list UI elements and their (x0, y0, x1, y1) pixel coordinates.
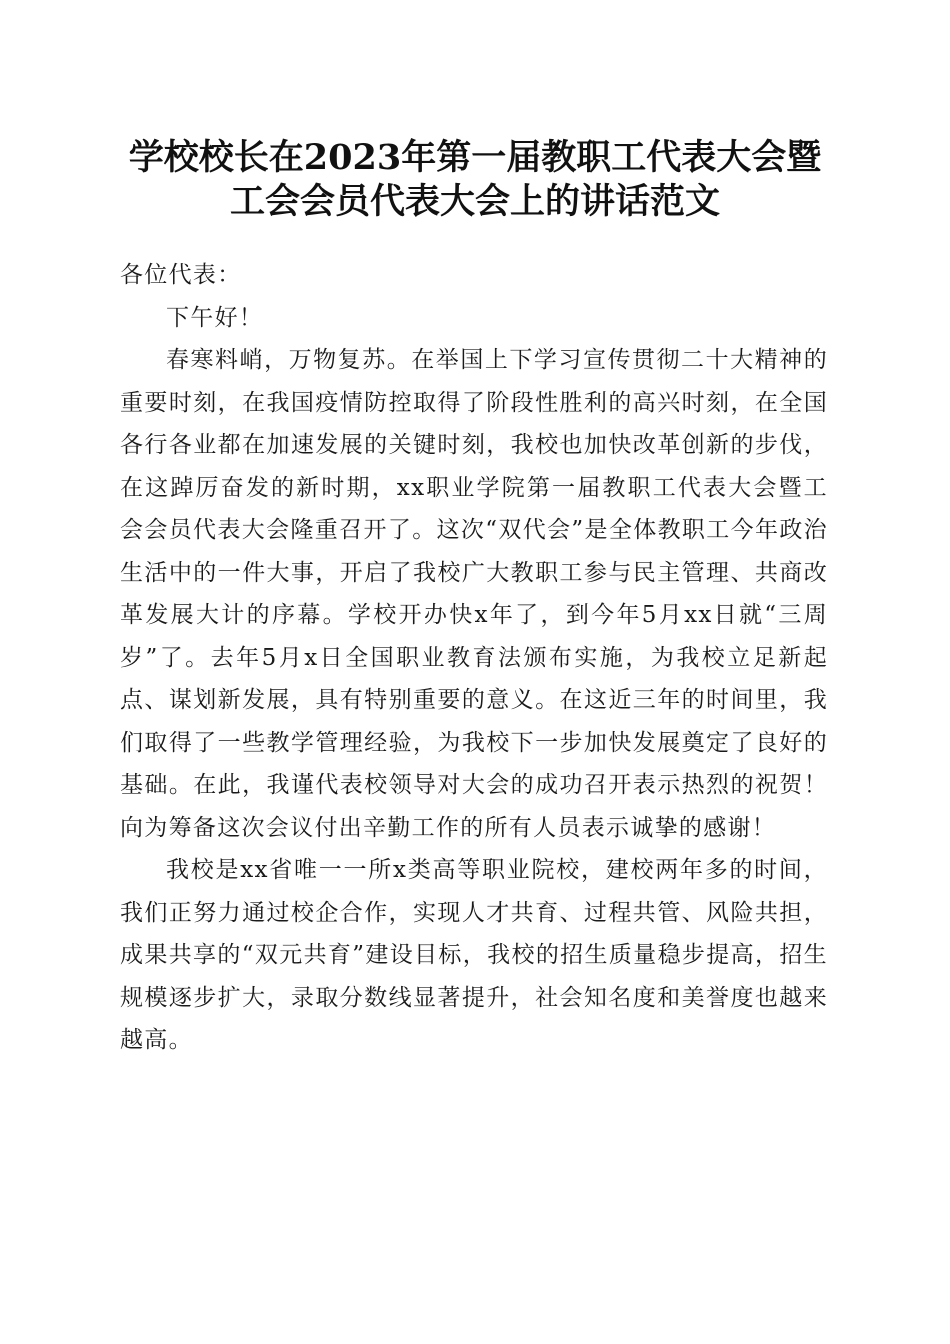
title-line-1: 学校校长在2023年第一届教职工代表大会暨 (128, 137, 822, 178)
paragraph-1: 春寒料峭，万物复苏。在举国上下学习宣传贯彻二十大精神的重要时刻，在我国疫情防控取得了阶段性胜利的高兴时刻，在全国各行各业都在加速发展的关键时刻，我校也加快改革创新的步伐，在这踔厉奋发的新时期，xx职业学院第一届教职工代表大会暨工会会员代表大会隆重召开了。这次“双代会”是全体教职工今年政治生活中的一件大事，开启了我校广大教职工参与民主管理、共商改革发展大计的序幕。学校开办快x年了，到今年5月xx日就“三周岁”了。去年5月x日全国职业教育法颁布实施，为我校立足新起点、谋划新发展，具有特别重要的意义。在这近三年的时间里，我们取得了一些教学管理经验，为我校下一步加快发展奠定了良好的基础。在此，我谨代表校领导对大会的成功召开表示热烈的祝贺！向为筹备这次会议付出辛勤工作的所有人员表示诚挚的感谢！ (120, 347, 828, 841)
document-body (120, 254, 828, 1062)
document-title (100, 136, 850, 224)
greeting: 下午好！ (166, 304, 264, 331)
salutation: 各位代表： (120, 262, 242, 288)
paragraph-2: 我校是xx省唯一一所x类高等职业院校，建校两年多的时间，我们正努力通过校企合作，实现人才共育、过程共管、风险共担，成果共享的“双元共育”建设目标，我校的招生质量稳步提高，招生规模逐步扩大，录取分数线显著提升，社会知名度和美誉度也越来越高。 (120, 857, 828, 1053)
title-line-2: 工会会员代表大会上的讲话范文 (229, 181, 720, 222)
